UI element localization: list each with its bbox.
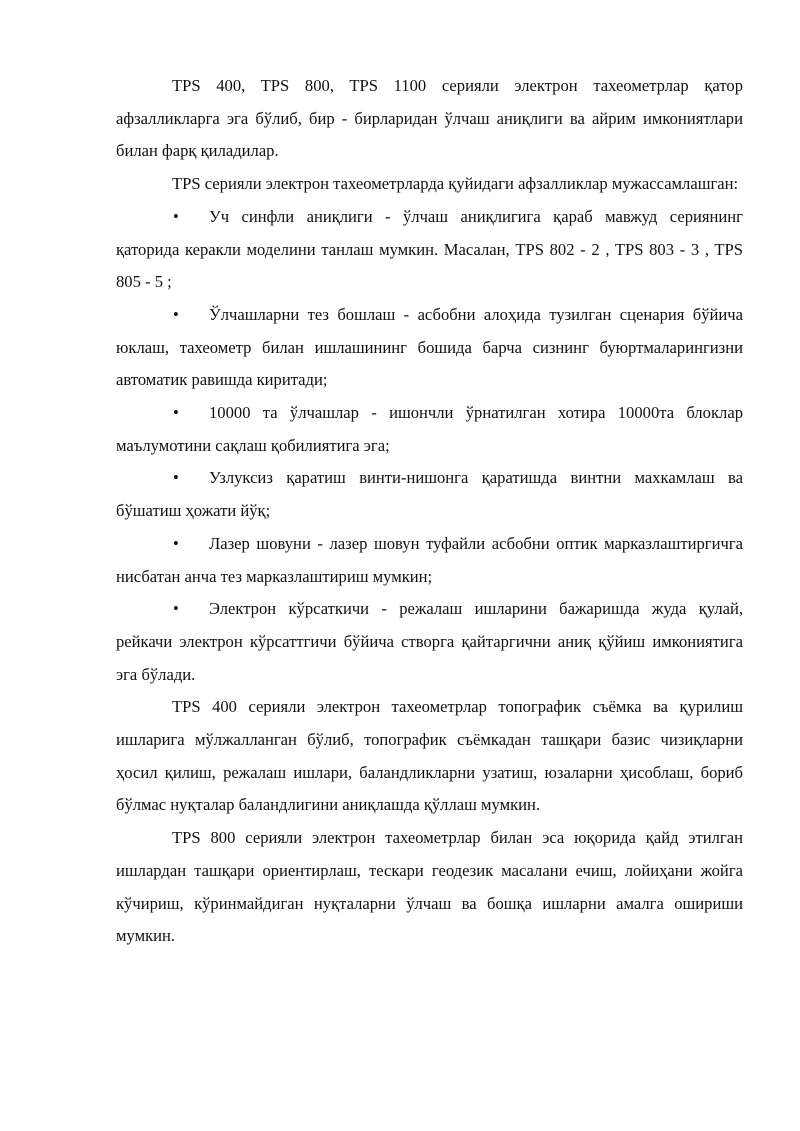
paragraph-tps800-description: TPS 800 серияли электрон тахеометрлар билан эса юқорида қайд этилган ишлардан ташқари ориентирлаш, тескари геодезик масалани ечиш, лойиҳани жойга кўчириш, кўринмайдиган нуқталарни ўлчаш ва бошқа ишларни амалга ошириши мумкин. — [116, 828, 743, 946]
paragraph-tps-series-intro: TPS 400, TPS 800, TPS 1100 серияли электрон тахеометрлар қатор афзалликларга эга бўлиб, бир - бирларидан ўлчаш аниқлиги ва айрим имкониятлари билан фарқ қиладилар. — [116, 76, 743, 161]
bullet-icon: • — [173, 403, 179, 423]
bullet-icon: • — [173, 206, 179, 226]
bullet-item-text: Ўлчашларни тез бошлаш - асбобни алоҳида тузилган сценария бўйича юклаш, тахеометр билан ишлашининг бошида барча сизнинг буюртмаларингизни автоматик равишда киритади; — [116, 304, 743, 390]
bullet-icon: • — [173, 468, 179, 488]
bullet-item-laser-plummet — [116, 528, 743, 593]
bullet-item-endless-drive — [116, 462, 743, 527]
bullet-item-text: Уч синфли аниқлиги - ўлчаш аниқлигига қараб мавжуд сериянинг қаторида керакли моделини танлаш мумкин. Масалан, TPS 802 - 2 , TPS 803 - 3 , TPS 805 - 5 ; — [116, 206, 743, 292]
document-page — [116, 70, 743, 953]
bullet-item-electronic-guide — [116, 593, 743, 691]
bullet-icon: • — [173, 533, 179, 553]
paragraph-advantages-heading: TPS серияли электрон тахеометрларда қуйидаги афзалликлар мужассамлашган: — [172, 174, 739, 194]
bullet-item-quick-start — [116, 299, 743, 397]
bullet-icon: • — [173, 599, 179, 619]
bullet-icon: • — [173, 304, 179, 324]
bullet-item-text: 10000 та ўлчашлар - ишончли ўрнатилган хотира 10000та блоклар маълумотини сақлаш қобилиятига эга; — [116, 403, 743, 455]
bullet-item-text: Узлуксиз қаратиш винти-нишонга қаратишда винтни махкамлаш ва бўшатиш ҳожати йўқ; — [116, 468, 743, 521]
bullet-item-text: Электрон кўрсаткичи - режалаш ишларини бажаришда жуда қулай, рейкачи электрон кўрсаттгичи бўйича створга қайтаргични аниқ қўйиш имкониятига эга бўлади. — [116, 599, 743, 684]
bullet-item-text: Лазер шовуни - лазер шовун туфайли асбобни оптик марказлаштиргичга нисбатан анча тез марказлаштириш мумкин; — [116, 533, 743, 586]
bullet-item-memory — [116, 397, 743, 462]
paragraph-tps400-description: TPS 400 серияли электрон тахеометрлар топографик съёмка ва қурилиш ишларига мўлжалланган бўлиб, топографик съёмкадан ташқари базис чизиқларни ҳосил қилиш, режалаш ишлари, баландликларни узатиш, юзаларни ҳисоблаш, бориб бўлмас нуқталар баландлигини аниқлашда қўллаш мумкин. — [116, 697, 743, 815]
bullet-item-accuracy-classes — [116, 201, 743, 299]
